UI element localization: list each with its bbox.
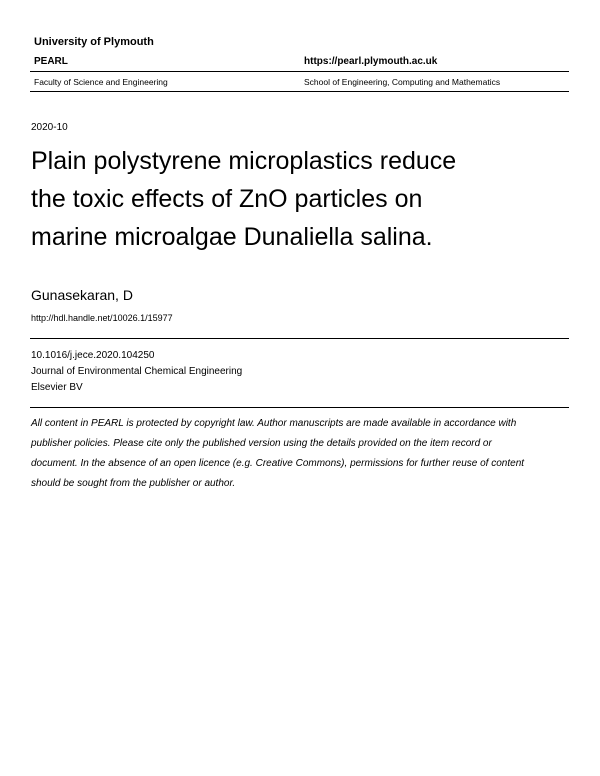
notice-line-2: publisher policies. Please cite only the published version using the details provided on the item record or bbox=[31, 438, 492, 449]
title-line-2: the toxic effects of ZnO particles on bbox=[31, 185, 423, 213]
author-name: Gunasekaran, D bbox=[31, 287, 133, 303]
notice-line-3: document. In the absence of an open licence (e.g. Creative Commons), permissions for further reuse of content bbox=[31, 458, 525, 469]
title-line-3: marine microalgae Dunaliella salina. bbox=[31, 223, 433, 251]
faculty-name: Faculty of Science and Engineering bbox=[34, 77, 168, 87]
notice-line-4: should be sought from the publisher or author. bbox=[31, 478, 236, 489]
repository-name: PEARL bbox=[34, 56, 68, 67]
publisher-name: Elsevier BV bbox=[31, 382, 83, 393]
header-bottom-divider bbox=[30, 91, 569, 92]
notice-line-1: All content in PEARL is protected by copyright law. Author manuscripts are made available in accordance with bbox=[31, 418, 517, 429]
document-title bbox=[31, 142, 531, 256]
header-divider bbox=[30, 71, 569, 72]
doi: 10.1016/j.jece.2020.104250 bbox=[31, 350, 155, 361]
university-name: University of Plymouth bbox=[34, 36, 154, 48]
repository-url-link[interactable]: https://pearl.plymouth.ac.uk bbox=[304, 56, 438, 67]
school-name: School of Engineering, Computing and Mathematics bbox=[304, 77, 501, 87]
copyright-notice bbox=[31, 414, 571, 494]
record-divider bbox=[30, 338, 569, 339]
title-line-1: Plain polystyrene microplastics reduce bbox=[31, 147, 457, 175]
handle-link[interactable]: http://hdl.handle.net/10026.1/15977 bbox=[31, 313, 173, 323]
journal-name: Journal of Environmental Chemical Engineering bbox=[31, 366, 243, 377]
metadata-divider bbox=[30, 407, 569, 408]
publication-metadata bbox=[31, 348, 242, 396]
publication-date: 2020-10 bbox=[31, 122, 68, 133]
